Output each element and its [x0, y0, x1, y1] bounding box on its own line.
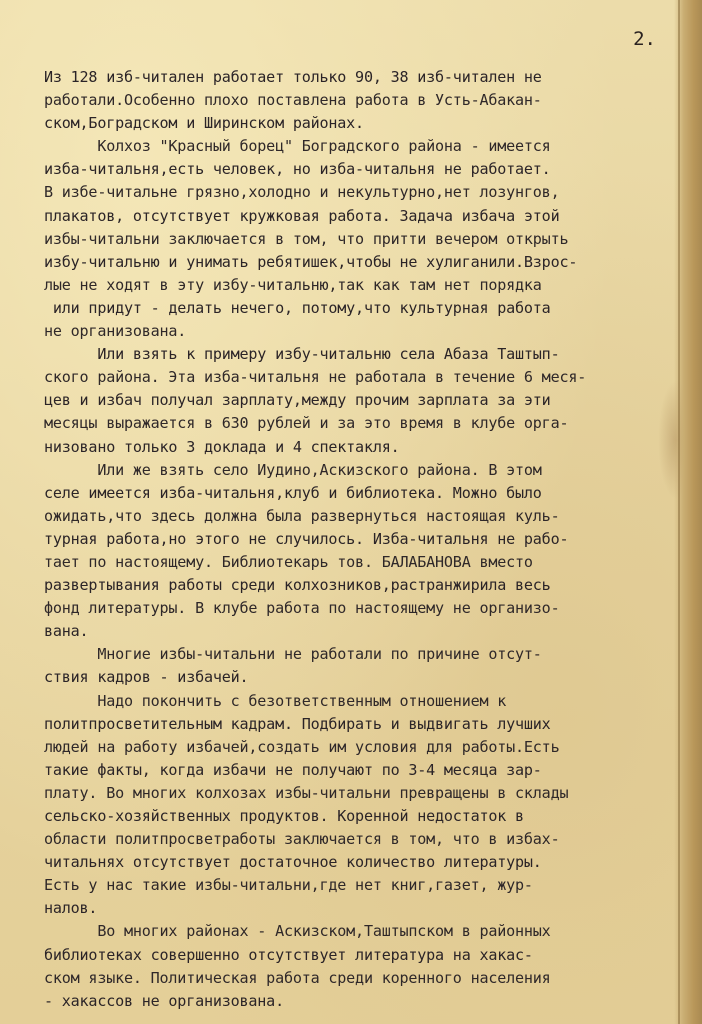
text-line: ского района. Эта изба-читальня не работала в течение 6 меся-: [44, 368, 587, 387]
text-line: Или же взять село Иудино,Аскизского района. В этом: [44, 460, 542, 479]
text-line: Или взять к примеру избу-читальню села Абаза Таштып-: [44, 345, 560, 364]
text-line: ствия кадров - избачей.: [44, 668, 249, 687]
text-line: месяцы выражается в 630 рублей и за это время в клубе орга-: [44, 414, 569, 433]
text-line: избы-читальни заключается в том, что притти вечером открыть: [44, 229, 569, 248]
text-line: - хакассов не организована.: [44, 991, 284, 1010]
text-line: турная работа,но этого не случилось. Изба-читальня не рабо-: [44, 529, 569, 548]
text-line: читальнях отсутствует достаточное количество литературы.: [44, 853, 542, 872]
text-line: не организована.: [44, 322, 187, 341]
text-line: Из 128 изб-читален работает только 90, 38 изб-читален не: [44, 68, 542, 86]
text-line: изба-читальня,есть человек, но изба-читальня не работает.: [44, 160, 551, 179]
text-line: ском языке. Политическая работа среди коренного населения: [44, 968, 551, 987]
text-line: области политпросветработы заключается в том, что в избах-: [44, 830, 560, 849]
page-number: 2.: [633, 28, 656, 50]
text-line: плакатов, отсутствует кружковая работа. Задача избача этой: [44, 206, 560, 225]
text-line: лые не ходят в эту избу-читальню,так как там нет порядка: [44, 275, 542, 294]
text-line: фонд литературы. В клубе работа по настоящему не организо-: [44, 599, 560, 618]
text-line: Есть у нас такие избы-читальни,где нет книг,газет, жур-: [44, 876, 533, 895]
typewritten-body: [44, 66, 690, 1013]
text-line: ожидать,что здесь должна была развернуться настоящая куль-: [44, 506, 560, 525]
text-line: В избе-читальне грязно,холодно и некультурно,нет лозунгов,: [44, 183, 560, 202]
text-line: избу-читальню и унимать ребятишек,чтобы не хулиганили.Взрос-: [44, 252, 578, 271]
text-line: Надо покончить с безответственным отношением к: [44, 691, 507, 710]
text-line: Колхоз "Красный борец" Боградского района - имеется: [44, 137, 551, 156]
text-line: сельско-хозяйственных продуктов. Коренной недостаток в: [44, 807, 524, 825]
text-line: Во многих районах - Аскизском,Таштыпском в районных: [44, 922, 551, 941]
text-line: вана.: [44, 622, 89, 641]
text-line: налов.: [44, 899, 98, 918]
text-line: плату. Во многих колхозах избы-читальни превращены в склады: [44, 783, 569, 802]
text-line: Многие избы-читальни не работали по причине отсут-: [44, 645, 542, 664]
text-line: библиотеках совершенно отсутствует литература на хакас-: [44, 945, 533, 964]
text-line: цев и избач получал зарплату,между прочим зарплата за эти: [44, 391, 551, 410]
text-line: работали.Особенно плохо поставлена работа в Усть-Абакан-: [44, 91, 542, 110]
text-line: политпросветительным кадрам. Подбирать и выдвигать лучших: [44, 714, 551, 733]
text-line: такие факты, когда избачи не получают по 3-4 месяца зар-: [44, 760, 542, 779]
text-line: развертывания работы среди колхозников,растранжирила весь: [44, 576, 551, 595]
text-line: людей на работу избачей,создать им условия для работы.Есть: [44, 737, 560, 756]
text-line: селе имеется изба-читальня,клуб и библиотека. Можно было: [44, 483, 542, 502]
text-line: ском,Боградском и Ширинском районах.: [44, 114, 364, 133]
text-line: тает по настоящему. Библиотекарь тов. БАЛАБАНОВА вместо: [44, 552, 533, 571]
text-line: низовано только 3 доклада и 4 спектакля.: [44, 437, 400, 456]
text-line: или придут - делать нечего, потому,что культурная работа: [44, 298, 551, 317]
